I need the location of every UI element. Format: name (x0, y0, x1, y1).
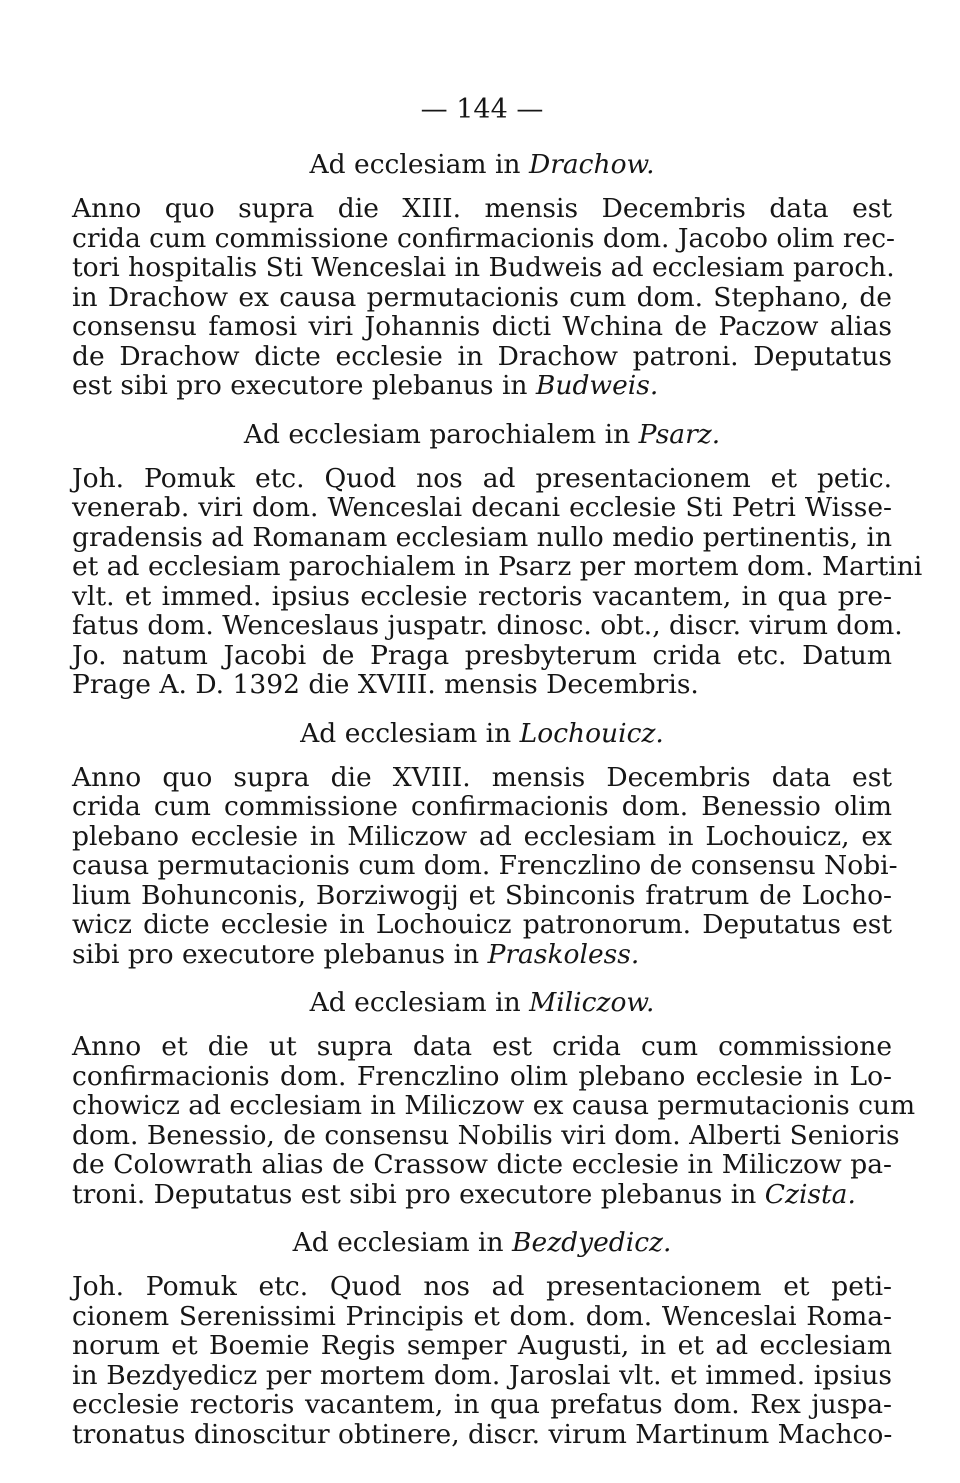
line-text: Joh. Pomuk etc. Quod nos ad presentacionem et petic. (72, 462, 892, 494)
text-line (72, 850, 898, 881)
line-text: chowicz ad ecclesiam in Miliczow ex causa permutacionis cum (72, 1090, 916, 1121)
section-heading (72, 1224, 892, 1262)
text-line (72, 881, 892, 911)
text-line (72, 822, 892, 852)
text-line (72, 1150, 892, 1180)
text-line (72, 551, 923, 582)
text-line (72, 1090, 916, 1121)
text-line (72, 1420, 892, 1450)
line-text: dom. Benessio, de consensu Nobilis viri dom. Alberti Senioris (72, 1119, 900, 1151)
text-line (72, 283, 892, 313)
line-text: Anno et die ut supra data est crida cum commissione (72, 1031, 892, 1062)
text-line (72, 1180, 892, 1210)
line-text: tori hospitalis Sti Wenceslai in Budweis ad ecclesiam paroch. (72, 252, 895, 283)
section-paragraph (72, 1272, 892, 1449)
text-line (72, 1331, 892, 1361)
line-text: gradensis ad Romanam ecclesiam nullo medio pertinentis, in (72, 521, 893, 553)
line-text: Anno quo supra die XVIII. mensis Decembris data est (72, 761, 892, 793)
text-line (72, 641, 892, 671)
text-line (72, 222, 895, 254)
section-paragraph (72, 761, 898, 970)
section-heading (72, 984, 892, 1022)
line-text: troni. Deputatus est sibi pro executore plebanus in (72, 1178, 765, 1210)
line-text: wicz dicte ecclesie in Lochouicz patronorum. Deputatus est (72, 909, 892, 940)
section-paragraph (72, 462, 923, 700)
text-line (72, 464, 892, 494)
text-line (72, 252, 895, 283)
text-line (72, 670, 892, 700)
line-text: plebano ecclesie in Miliczow ad ecclesiam in Lochouicz, ex (72, 820, 892, 852)
heading-text: Ad ecclesiam in (300, 717, 512, 749)
line-text: in Bezdyedicz per mortem dom. Jaroslai vlt. et immed. ipsius (72, 1359, 892, 1391)
heading-text: Ad ecclesiam parochialem in (243, 418, 631, 450)
text-line (72, 582, 892, 612)
page-number: — 144 — (420, 94, 544, 125)
line-text: causa permutacionis cum dom. Frenczlino de consensu Nobi- (72, 850, 898, 881)
line-text: est sibi pro executore plebanus in (72, 370, 536, 401)
line-text: cionem Serenissimi Principis et dom. dom. Wenceslai Roma- (72, 1300, 892, 1332)
line-text: venerab. viri dom. Wenceslai decani ecclesie Sti Petri Wisse- (72, 492, 892, 523)
heading-place-name: Bezdyedicz. (512, 1227, 672, 1258)
heading-text: Ad ecclesiam in (309, 987, 521, 1018)
heading-place-name: Psarz. (638, 418, 721, 450)
section-heading (72, 416, 892, 454)
text-line (72, 792, 892, 822)
line-text: vlt. et immed. ipsius ecclesie rectoris vacantem, in qua pre- (72, 580, 892, 612)
italic-place-name: Czista. (764, 1178, 856, 1210)
line-text: confirmacionis dom. Frenczlino olim plebano ecclesie in Lo- (72, 1060, 892, 1092)
line-text: consensu famosi viri Johannis dicti Wchina de Paczow alias (72, 311, 892, 342)
line-text: fatus dom. Wenceslaus juspatr. dinosc. obt., discr. virum dom. (72, 610, 903, 641)
heading-text: Ad ecclesiam in (309, 149, 521, 180)
line-text: de Colowrath alias de Crassow dicte ecclesie in Miliczow pa- (72, 1149, 892, 1180)
document-page (72, 86, 923, 1464)
text-line (72, 371, 892, 401)
line-text: lium Bohunconis, Borziwogij et Sbinconis fratrum de Locho- (72, 879, 892, 911)
text-line (72, 1119, 900, 1151)
text-line (72, 312, 892, 342)
section-paragraph (72, 1031, 916, 1210)
heading-text: Ad ecclesiam in (292, 1227, 504, 1258)
line-text: Joh. Pomuk etc. Quod nos ad presentacionem et peti- (72, 1271, 892, 1302)
section-heading (72, 715, 892, 753)
line-text: crida cum commissione confirmacionis dom. Jacobo olim rec- (72, 222, 895, 254)
line-text: tronatus dinoscitur obtinere, discr. virum Martinum Machco- (72, 1418, 893, 1450)
italic-place-name: Praskoless. (487, 938, 640, 970)
text-line (72, 493, 892, 523)
heading-place-name: Lochouicz. (519, 717, 664, 749)
line-text: Anno quo supra die XIII. mensis Decembris data est (72, 193, 892, 224)
line-text: sibi pro executore plebanus in (72, 938, 488, 970)
section-paragraph (72, 193, 895, 401)
text-line (72, 523, 892, 553)
line-text: Jo. natum Jacobi de Praga presbyterum crida etc. Datum (72, 639, 892, 671)
line-text: de Drachow dicte ecclesie in Drachow patroni. Deputatus (72, 340, 892, 372)
text-line (72, 342, 892, 372)
text-line (72, 1302, 892, 1332)
text-line (72, 763, 892, 793)
document-body (72, 146, 923, 1450)
section-heading (72, 146, 892, 184)
italic-place-name: Budweis. (535, 370, 659, 401)
text-line (72, 1361, 892, 1391)
line-text: ecclesie rectoris vacantem, in qua prefatus dom. Rex juspa- (72, 1389, 892, 1420)
text-line (72, 1032, 892, 1062)
heading-place-name: Drachow. (528, 149, 655, 180)
line-text: Prage A. D. 1392 die XVIII. mensis Decembris. (72, 669, 699, 700)
text-line (72, 1390, 892, 1420)
text-line (72, 910, 892, 940)
line-text: norum et Boemie Regis semper Augusti, in et ad ecclesiam (72, 1330, 892, 1361)
heading-place-name: Miliczow. (529, 987, 655, 1018)
text-line (72, 610, 903, 641)
line-text: crida cum commissione confirmacionis dom. Benessio olim (72, 791, 892, 822)
text-line (72, 940, 892, 970)
line-text: et ad ecclesiam parochialem in Psarz per mortem dom. Martini (72, 551, 923, 582)
text-line (72, 1062, 892, 1092)
text-line (72, 194, 892, 224)
line-text: in Drachow ex causa permutacionis cum dom. Stephano, de (72, 281, 892, 313)
text-line (72, 1272, 892, 1302)
